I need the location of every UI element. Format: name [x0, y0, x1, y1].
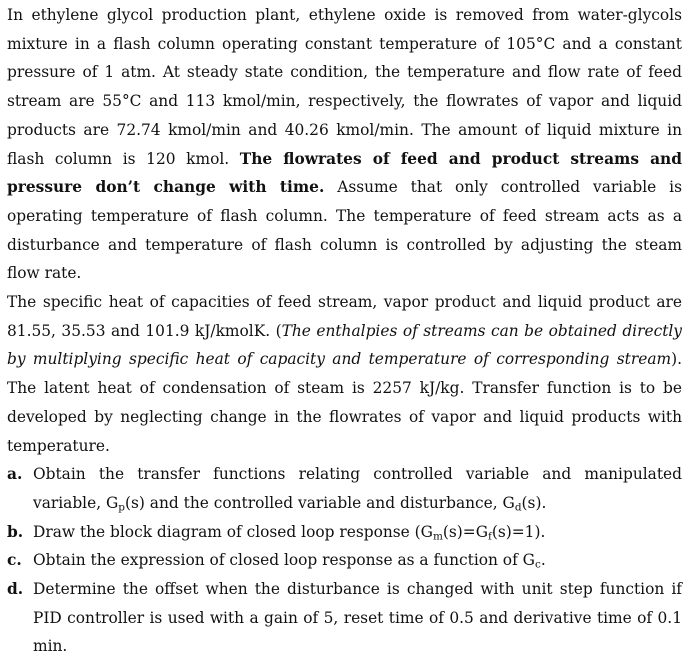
question-list	[7, 460, 682, 661]
given-data-paragraph	[7, 288, 682, 460]
statement-intro-text: In ethylene glycol production plant, ethylene oxide is removed from water-glycols mixture in a flash column operating constant temperature of 105°C and a constant pressure of 1 atm. At steady state condition, the temperature and flow rate of feed stream are 55°C and 113 kmol/min, respectively, the flowrates of vapor and liquid products are 72.74 kmol/min and 40.26 kmol/min. The amount of liquid mixture in flash column is 120 kmol.	[7, 6, 682, 168]
question-a-text-2: (s) and the controlled variable and disturbance, G	[125, 493, 515, 512]
question-b-text-3: (s)=1).	[491, 522, 546, 541]
question-c	[7, 546, 682, 575]
question-c-text-1: Obtain the expression of closed loop response as a function of G	[33, 551, 535, 570]
question-a-text-1: Obtain the transfer functions relating controlled variable and manipulated variable, G	[33, 465, 682, 512]
statement-bold-text: The flowrates of feed and product streams and pressure don’t change with time.	[7, 149, 682, 197]
statement-rest-text: Assume that only controlled variable is operating temperature of flash column. The temperature of feed stream acts as a disturbance and temperature of flash column is controlled by adjusting the steam flow rate.	[7, 178, 682, 283]
question-d-label: d.	[7, 580, 24, 599]
question-a-label: a.	[7, 465, 23, 484]
question-b-text-2: (s)=G	[442, 522, 488, 541]
question-a-text-3: (s).	[521, 493, 547, 512]
question-b-subscript-f: f	[488, 530, 492, 543]
question-d	[7, 575, 682, 661]
question-c-subscript-c: c	[534, 558, 541, 571]
question-b-text-1: Draw the block diagram of closed loop response (G	[33, 522, 433, 541]
question-c-text-2: .	[540, 551, 546, 570]
question-d-text: Determine the offset when the disturbance is changed with unit step function if PID controller is used with a gain of 5, reset time of 0.5 and derivative time of 0.1 min.	[33, 580, 682, 656]
question-b-subscript-m: m	[432, 530, 443, 543]
question-b	[7, 518, 682, 547]
given-data-italic-note: The enthalpies of streams can be obtained directly by multiplying specific heat of capacity and temperature of corresponding stream	[7, 321, 682, 369]
question-a-subscript-d: d	[514, 501, 522, 514]
problem-statement-paragraph	[7, 1, 682, 288]
question-a	[7, 460, 682, 517]
given-data-intro-text: The specific heat of capacities of feed stream, vapor product and liquid product are 81.55, 35.53 and 101.9 kJ/kmolK. (	[7, 293, 682, 340]
question-b-label: b.	[7, 522, 24, 541]
given-data-rest-text: ). The latent heat of condensation of steam is 2257 kJ/kg. Transfer function is to be developed by neglecting change in the flowrates of vapor and liquid products with temperature.	[7, 350, 682, 455]
question-a-subscript-p: p	[118, 501, 125, 514]
question-c-label: c.	[7, 551, 22, 570]
